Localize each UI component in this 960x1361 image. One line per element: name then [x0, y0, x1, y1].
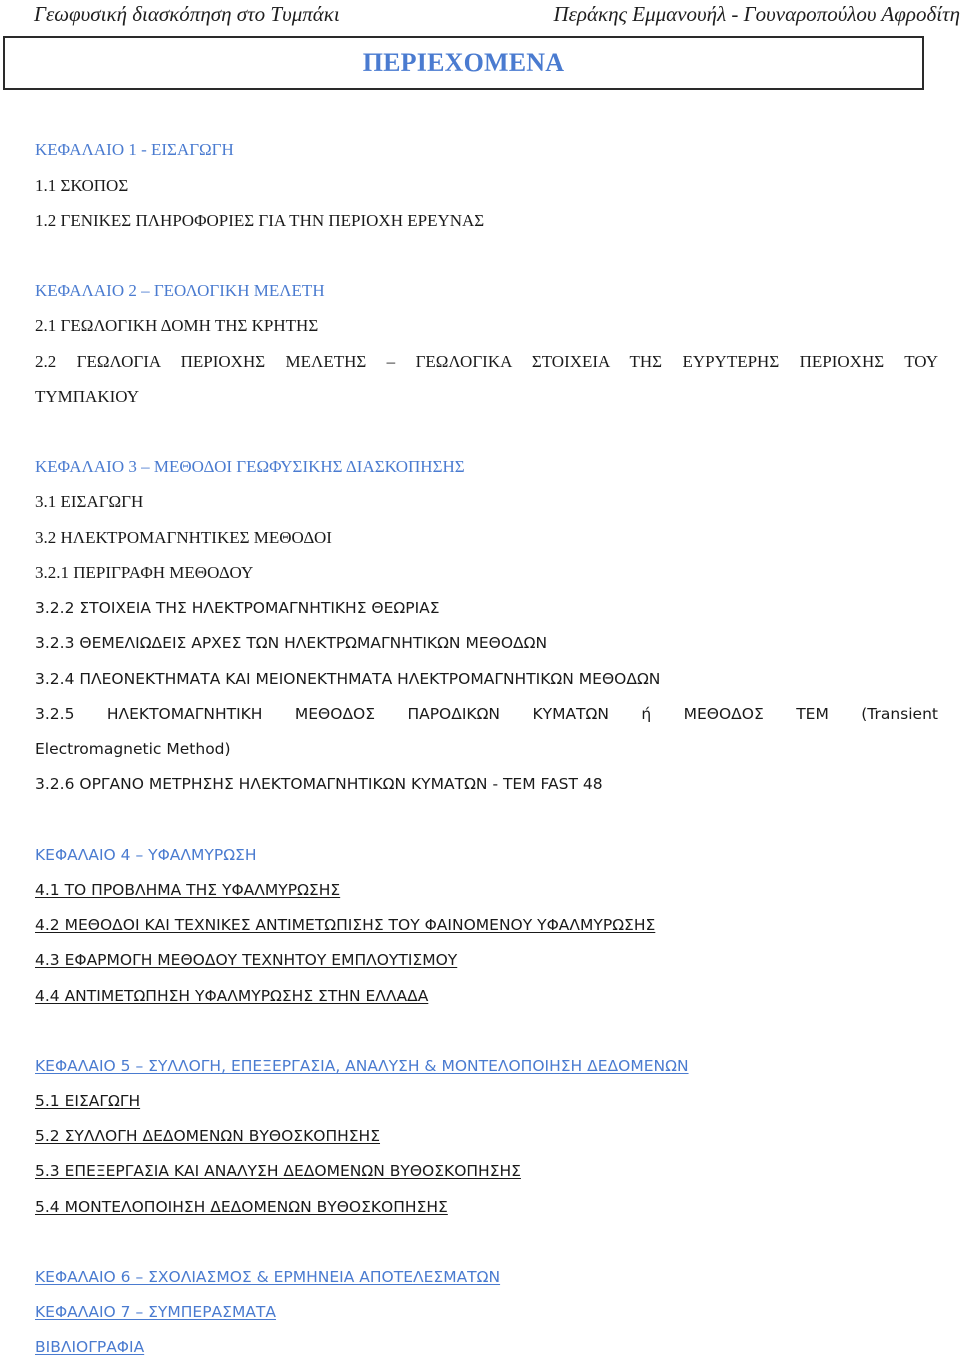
- toc-section-3-2-6[interactable]: 3.2.6 ΟΡΓΑΝΟ ΜΕΤΡΗΣΗΣ ΗΛΕΚΤΟΜΑΓΝΗΤΙΚΩΝ ΚΥΜΑΤΩΝ - TEM FAST 48: [35, 775, 603, 793]
- toc-section-4-3[interactable]: 4.3 ΕΦΑΡΜΟΓΗ ΜΕΘΟΔΟΥ ΤΕΧΝΗΤΟΥ ΕΜΠΛΟΥΤΙΣΜΟΥ: [35, 951, 458, 969]
- toc-section-2-2-continued[interactable]: ΤΥΜΠΑΚΙΟΥ: [35, 387, 139, 406]
- page-header: [0, 0, 960, 30]
- toc-section-2-1[interactable]: 2.1 ΓΕΩΛΟΓΙΚΗ ΔΟΜΗ ΤΗΣ ΚΡΗΤΗΣ: [35, 316, 319, 335]
- toc-chapter-1[interactable]: ΚΕΦΑΛΑΙΟ 1 - ΕΙΣΑΓΩΓΗ: [35, 140, 234, 159]
- toc-section-3-2-4[interactable]: 3.2.4 ΠΛΕΟΝΕΚΤΗΜΑΤΑ ΚΑΙ ΜΕΙΟΝΕΚΤΗΜΑΤΑ ΗΛΕΚΤΡΟΜΑΓΝΗΤΙΚΩΝ ΜΕΘΟΔΩΝ: [35, 670, 661, 688]
- header-title: Γεωφυσική διασκόπηση στο Τυμπάκι: [34, 2, 340, 26]
- toc-section-3-2-1[interactable]: 3.2.1 ΠΕΡΙΓΡΑΦΗ ΜΕΘΟΔΟΥ: [35, 563, 254, 582]
- toc-section-1-2[interactable]: 1.2 ΓΕΝΙΚΕΣ ΠΛΗΡΟΦΟΡΙΕΣ ΓΙΑ ΤΗΝ ΠΕΡΙΟΧΗ ΕΡΕΥΝΑΣ: [35, 211, 485, 230]
- toc-section-5-1[interactable]: 5.1 ΕΙΣΑΓΩΓΗ: [35, 1092, 141, 1110]
- toc-section-5-2[interactable]: 5.2 ΣΥΛΛΟΓΗ ΔΕΔΟΜΕΝΩΝ ΒΥΘΟΣΚΟΠΗΣΗΣ: [35, 1127, 381, 1145]
- toc-section-3-2[interactable]: 3.2 ΗΛΕΚΤΡΟΜΑΓΝΗΤΙΚΕΣ ΜΕΘΟΔΟΙ: [35, 528, 332, 547]
- toc-section-3-2-3[interactable]: 3.2.3 ΘΕΜΕΛΙΩΔΕΙΣ ΑΡΧΕΣ ΤΩΝ ΗΛΕΚΤΡΩΜΑΓΝΗΤΙΚΩΝ ΜΕΘΟΔΩΝ: [35, 634, 548, 652]
- toc-section-5-4[interactable]: 5.4 ΜΟΝΤΕΛΟΠΟΙΗΣΗ ΔΕΔΟΜΕΝΩΝ ΒΥΘΟΣΚΟΠΗΣΗΣ: [35, 1198, 448, 1216]
- toc-section-3-2-2[interactable]: 3.2.2 ΣΤΟΙΧΕΙΑ ΤΗΣ ΗΛΕΚΤΡΟΜΑΓΝΗΤΙΚΗΣ ΘΕΩΡΙΑΣ: [35, 599, 440, 617]
- toc-chapter-7[interactable]: ΚΕΦΑΛΑΙΟ 7 – ΣΥΜΠΕΡΑΣΜΑΤΑ: [35, 1303, 277, 1321]
- toc-section-3-2-5-continued[interactable]: Electromagnetic Method): [35, 740, 231, 758]
- toc-section-4-2[interactable]: 4.2 ΜΕΘΟΔΟΙ ΚΑΙ ΤΕΧΝΙΚΕΣ ΑΝΤΙΜΕΤΩΠΙΣΗΣ ΤΟΥ ΦΑΙΝΟΜΕΝΟΥ ΥΦΑΛΜΥΡΩΣΗΣ: [35, 916, 656, 934]
- toc-bibliography[interactable]: ΒΙΒΛΙΟΓΡΑΦΙΑ: [35, 1338, 145, 1356]
- toc-section-2-2[interactable]: 2.2 ΓΕΩΛΟΓΙΑ ΠΕΡΙΟΧΗΣ ΜΕΛΕΤΗΣ – ΓΕΩΛΟΓΙΚΑ ΣΤΟΙΧΕΙΑ ΤΗΣ ΕΥΡΥΤΕΡΗΣ ΠΕΡΙΟΧΗΣ ΤΟΥ: [35, 352, 938, 371]
- toc-section-1-1[interactable]: 1.1 ΣΚΟΠΟΣ: [35, 176, 129, 195]
- toc-chapter-3[interactable]: ΚΕΦΑΛΑΙΟ 3 – ΜΕΘΟΔΟΙ ΓΕΩΦΥΣΙΚΗΣ ΔΙΑΣΚΟΠΗΣΗΣ: [35, 457, 465, 476]
- header-authors: Περάκης Εμμανουήλ - Γουναροπούλου Αφροδίτη: [553, 2, 960, 26]
- toc-section-4-4[interactable]: 4.4 ΑΝΤΙΜΕΤΩΠΗΣΗ ΥΦΑΛΜΥΡΩΣΗΣ ΣΤΗΝ ΕΛΛΑΔΑ: [35, 987, 429, 1005]
- toc-section-5-3[interactable]: 5.3 ΕΠΕΞΕΡΓΑΣΙΑ ΚΑΙ ΑΝΑΛΥΣΗ ΔΕΔΟΜΕΝΩΝ ΒΥΘΟΣΚΟΠΗΣΗΣ: [35, 1162, 521, 1180]
- toc-section-3-2-5[interactable]: 3.2.5 ΗΛΕΚΤΟΜΑΓΝΗΤΙΚΗ ΜΕΘΟΔΟΣ ΠΑΡΟΔΙΚΩΝ ΚΥΜΑΤΩΝ ή ΜΕΘΟΔΟΣ ΤΕΜ (Transient: [35, 705, 938, 723]
- toc-title: ΠΕΡΙΕΧΟΜΕΝΑ: [362, 48, 565, 77]
- toc-section-4-1[interactable]: 4.1 ΤΟ ΠΡΟΒΛΗΜΑ ΤΗΣ ΥΦΑΛΜΥΡΩΣΗΣ: [35, 881, 341, 899]
- toc-chapter-2[interactable]: ΚΕΦΑΛΑΙΟ 2 – ΓΕΟΛΟΓΙΚΗ ΜΕΛΕΤΗ: [35, 281, 325, 300]
- toc-chapter-6[interactable]: ΚΕΦΑΛΑΙΟ 6 – ΣΧΟΛΙΑΣΜΟΣ & ΕΡΜΗΝΕΙΑ ΑΠΟΤΕΛΕΣΜΑΤΩΝ: [35, 1268, 501, 1286]
- toc-section-3-1[interactable]: 3.1 ΕΙΣΑΓΩΓΗ: [35, 492, 144, 511]
- toc-chapter-4[interactable]: ΚΕΦΑΛΑΙΟ 4 – ΥΦΑΛΜΥΡΩΣΗ: [35, 846, 257, 864]
- toc-chapter-5[interactable]: ΚΕΦΑΛΑΙΟ 5 – ΣΥΛΛΟΓΗ, ΕΠΕΞΕΡΓΑΣΙΑ, ΑΝΑΛΥΣΗ & ΜΟΝΤΕΛΟΠΟΙΗΣΗ ΔΕΔΟΜΕΝΩΝ: [35, 1057, 689, 1075]
- toc-title-box: [3, 36, 924, 90]
